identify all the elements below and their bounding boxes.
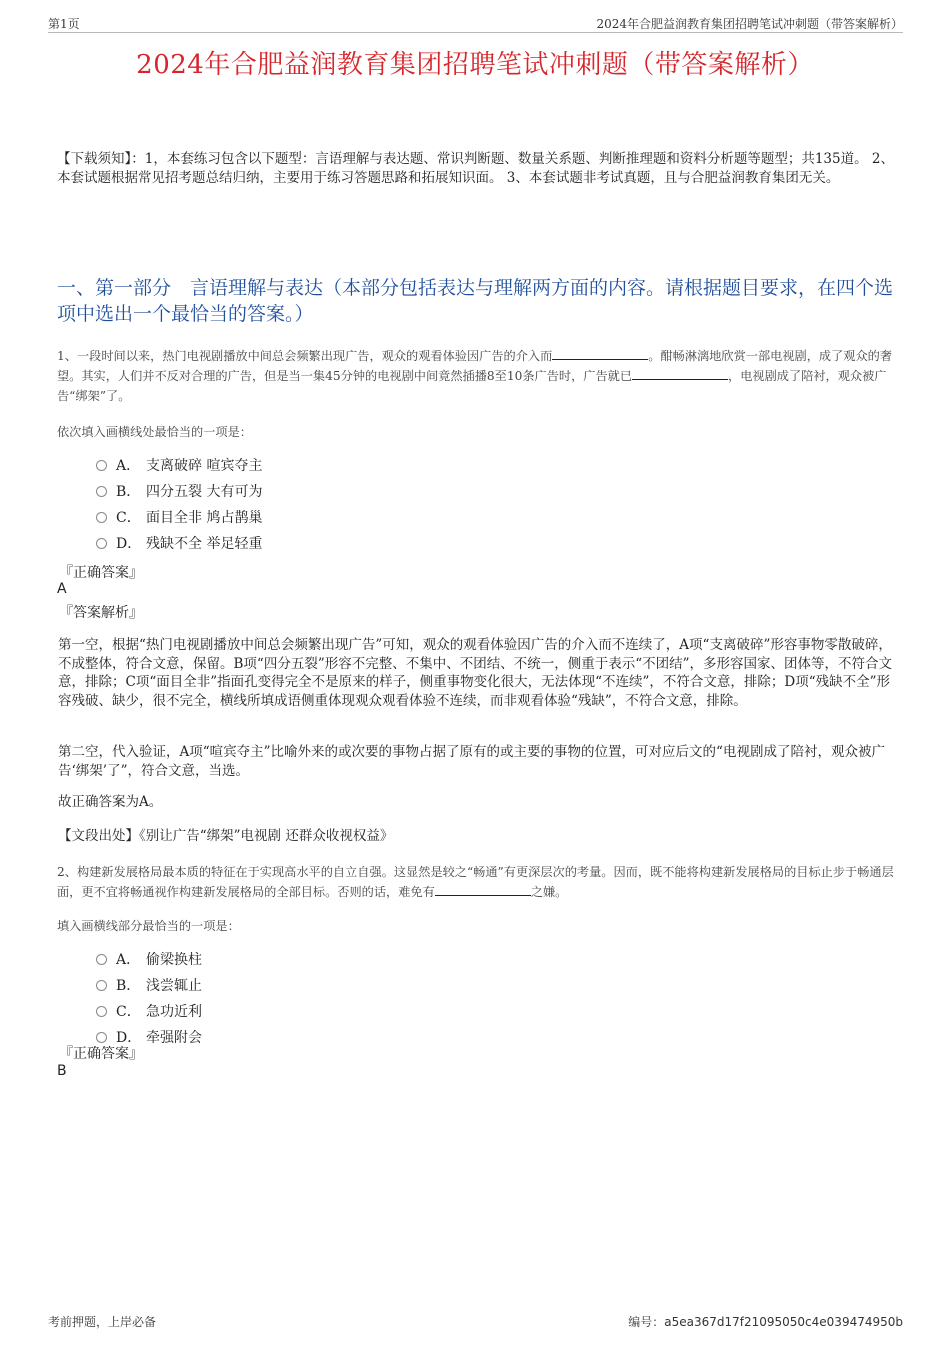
question-2-option-a[interactable]: A． 偷梁换柱: [96, 950, 202, 970]
question-2-option-d[interactable]: D． 牵强附会: [96, 1028, 202, 1048]
question-1-option-b[interactable]: B． 四分五裂 大有可为: [96, 482, 262, 502]
question-2-prompt: 填入画横线部分最恰当的一项是：: [57, 919, 240, 933]
question-2-option-c[interactable]: C． 急功近利: [96, 1002, 202, 1022]
question-1-source: 【文段出处】《别让广告“绑架”电视剧 还群众收视权益》: [58, 828, 394, 844]
page-header: [48, 14, 903, 33]
question-1-analysis-2: 第二空，代入验证，A项“喧宾夺主”比喻外来的或次要的事物占据了原有的或主要的事物的位置，可对应后文的“电视剧成了陪衬，观众被广告‘绑架’了”，符合文意，当选。: [58, 744, 885, 779]
question-1-prompt: 依次填入画横线处最恰当的一项是：: [57, 425, 252, 439]
question-2-answer-label: 『正确答案』: [59, 1046, 143, 1062]
radio-icon[interactable]: [96, 486, 107, 497]
question-1-analysis-1: 第一空，根据“热门电视剧播放中间总会频繁出现广告”可知，观众的观看体验因广告的介入而不连续了，A项“支离破碎”形容事物零散破碎，不成整体，符合文意，保留。B项“四分五裂”形容不完整、不集中、不团结、不统一，侧重于表示“不团结”，多形容国家、团体等，不符合文意，排除；C项“面目全非”指面孔变得完全不是原来的样子，侧重事物变化很大，无法体现“不连续”，不符合文意，排除；D项“残缺不全”形容残破、缺少，很不完全，横线所填成语侧重体现观众观看体验不连续，而非观看体验“残缺”，不符合文意，排除。: [58, 637, 893, 709]
section-title: 一、第一部分 言语理解与表达（本部分包括表达与理解两方面的内容。请根据题目要求，在四个选项中选出一个最恰当的答案。）: [57, 277, 894, 325]
question-2-answer: B: [57, 1063, 67, 1079]
footer-slogan: 考前押题，上岸必备: [48, 1315, 157, 1329]
header-doc-title: 2024年合肥益润教育集团招聘笔试冲刺题（带答案解析）: [596, 17, 903, 31]
question-1-answer: A: [57, 581, 67, 597]
question-2-blank: [435, 895, 531, 896]
question-1-text: 1、一段时间以来，热门电视剧播放中间总会频繁出现广告，观众的观看体验因广告的介入而 。酣畅淋漓地欣赏一部电视剧，成了观众的奢望。其实，人们并不反对合理的广告，但是当一集45分钟的电视剧中间竟然插播8至10条广告时，广告就已 ，电视剧成了陪衬，观众被广告“绑架”了。: [57, 349, 893, 403]
question-2-text: 2、构建新发展格局最本质的特征在于实现高水平的自立自强。这显然是较之“畅通”有更深层次的考量。因而，既不能将构建新发展格局的目标止步于畅通层面，更不宜将畅通视作构建新发展格局的全部目标。否则的话，难免有 之嫌。: [57, 865, 894, 899]
question-1-answer-label: 『正确答案』: [59, 565, 143, 581]
download-notice: 【下载须知】：1，本套练习包含以下题型：言语理解与表达题、常识判断题、数量关系题、判断推理题和资料分析题等题型；共135道。 2、本套试题根据常见招考题总结归纳，主要用于练习答题思路和拓展知识面。 3、本套试题非考试真题，且与合肥益润教育集团无关。: [57, 151, 894, 186]
document-title: 2024年合肥益润教育集团招聘笔试冲刺题（带答案解析）: [136, 50, 814, 80]
question-1-blank-2: [632, 379, 728, 380]
page-footer: [48, 1313, 903, 1330]
page-number: 第1页: [48, 17, 80, 31]
question-2-option-b[interactable]: B． 浅尝辄止: [96, 976, 202, 996]
radio-icon[interactable]: [96, 1032, 107, 1043]
question-1-option-c[interactable]: C． 面目全非 鸠占鹊巢: [96, 508, 262, 528]
radio-icon[interactable]: [96, 980, 107, 991]
question-1-conclusion: 故正确答案为A。: [58, 794, 163, 810]
radio-icon[interactable]: [96, 1006, 107, 1017]
question-1-option-a[interactable]: A． 支离破碎 喧宾夺主: [96, 456, 262, 476]
footer-code: 编号：a5ea367d17f21095050c4e039474950b: [628, 1315, 903, 1329]
question-1-option-d[interactable]: D． 残缺不全 举足轻重: [96, 534, 262, 554]
question-1-analysis-label: 『答案解析』: [59, 605, 143, 621]
radio-icon[interactable]: [96, 954, 107, 965]
radio-icon[interactable]: [96, 512, 107, 523]
radio-icon[interactable]: [96, 538, 107, 549]
radio-icon[interactable]: [96, 460, 107, 471]
question-1-blank-1: [552, 359, 648, 360]
